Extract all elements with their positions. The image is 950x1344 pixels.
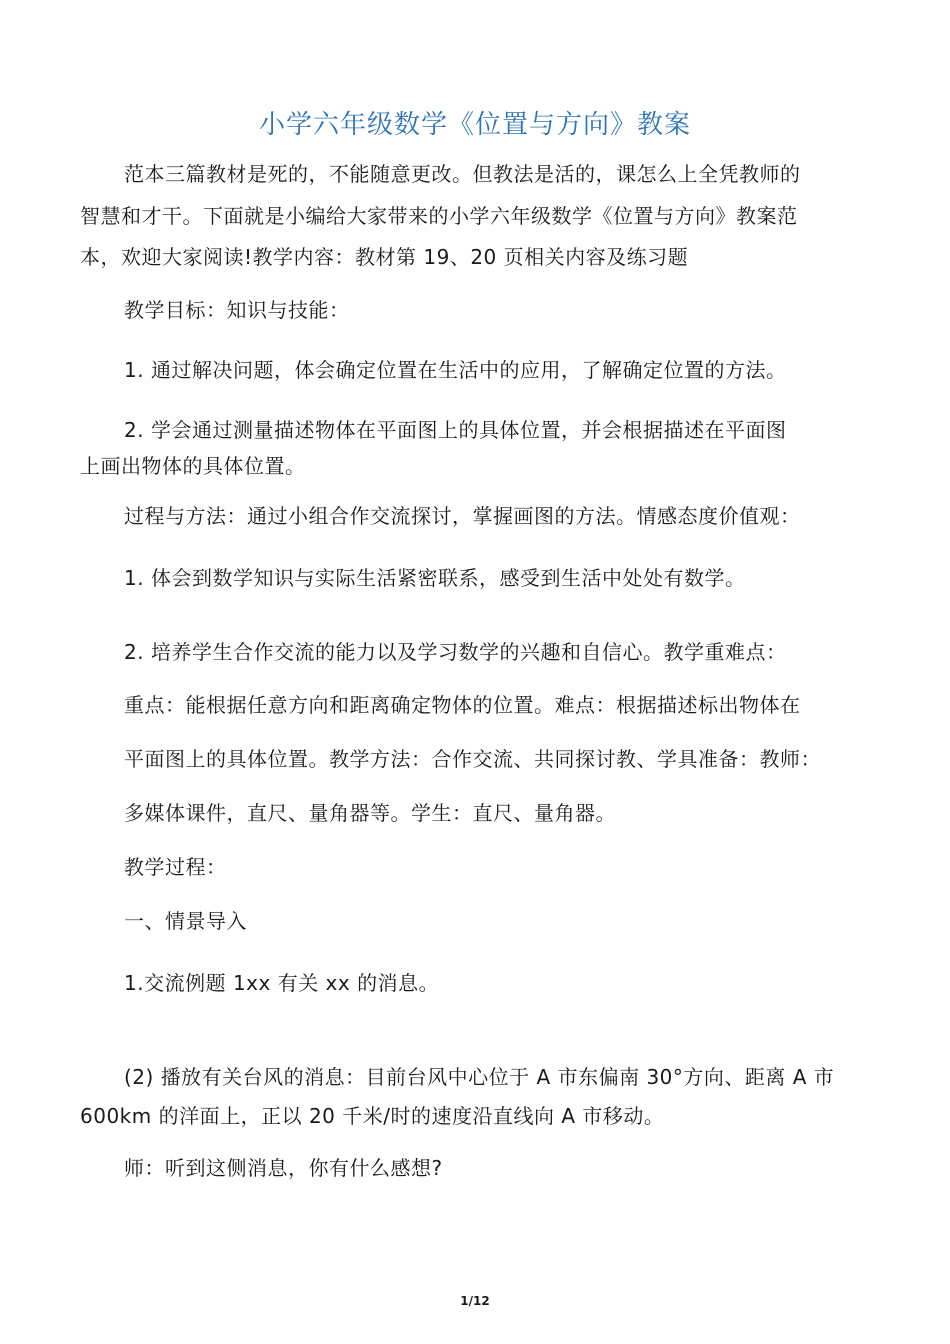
paragraph-line: 过程与方法：通过小组合作交流探讨，掌握画图的方法。情感态度价值观：: [124, 504, 801, 528]
paragraph-line: (2) 播放有关台风的消息：目前台风中心位于 A 市东偏南 30°方向、距离 A 市: [124, 1065, 835, 1089]
paragraph-line: 教学过程：: [124, 855, 227, 879]
paragraph-line: 重点：能根据任意方向和距离确定物体的位置。难点：根据描述标出物体在: [124, 693, 801, 717]
page-number: 1/12: [460, 1294, 490, 1308]
paragraph-line: 平面图上的具体位置。教学方法：合作交流、共同探讨教、学具准备：教师：: [124, 747, 821, 771]
document-title: 小学六年级数学《位置与方向》教案: [258, 110, 691, 140]
paragraph-line: 1.交流例题 1xx 有关 xx 的消息。: [124, 971, 440, 995]
paragraph-line: 师：听到这侧消息，你有什么感想?: [124, 1156, 443, 1180]
paragraph-line: 智慧和才干。下面就是小编给大家带来的小学六年级数学《位置与方向》教案范: [80, 204, 798, 228]
paragraph-line: 上画出物体的具体位置。: [80, 454, 306, 478]
paragraph-line: 1. 体会到数学知识与实际生活紧密联系，感受到生活中处处有数学。: [124, 566, 746, 590]
paragraph-line: 2. 学会通过测量描述物体在平面图上的具体位置，并会根据描述在平面图: [124, 418, 787, 442]
paragraph-line: 2. 培养学生合作交流的能力以及学习数学的兴趣和自信心。教学重难点：: [124, 640, 787, 664]
paragraph-line: 600km 的洋面上，正以 20 千米/时的速度沿直线向 A 市移动。: [80, 1104, 665, 1128]
paragraph-line: 1. 通过解决问题，体会确定位置在生活中的应用，了解确定位置的方法。: [124, 358, 787, 382]
paragraph-line: 教学目标：知识与技能：: [124, 298, 350, 322]
paragraph-line: 多媒体课件，直尺、量角器等。学生：直尺、量角器。: [124, 801, 616, 825]
paragraph-line: 范本三篇教材是死的，不能随意更改。但教法是活的，课怎么上全凭教师的: [124, 162, 801, 186]
paragraph-line: 本，欢迎大家阅读!教学内容：教材第 19、20 页相关内容及练习题: [80, 245, 689, 269]
paragraph-line: 一、情景导入: [124, 909, 247, 933]
